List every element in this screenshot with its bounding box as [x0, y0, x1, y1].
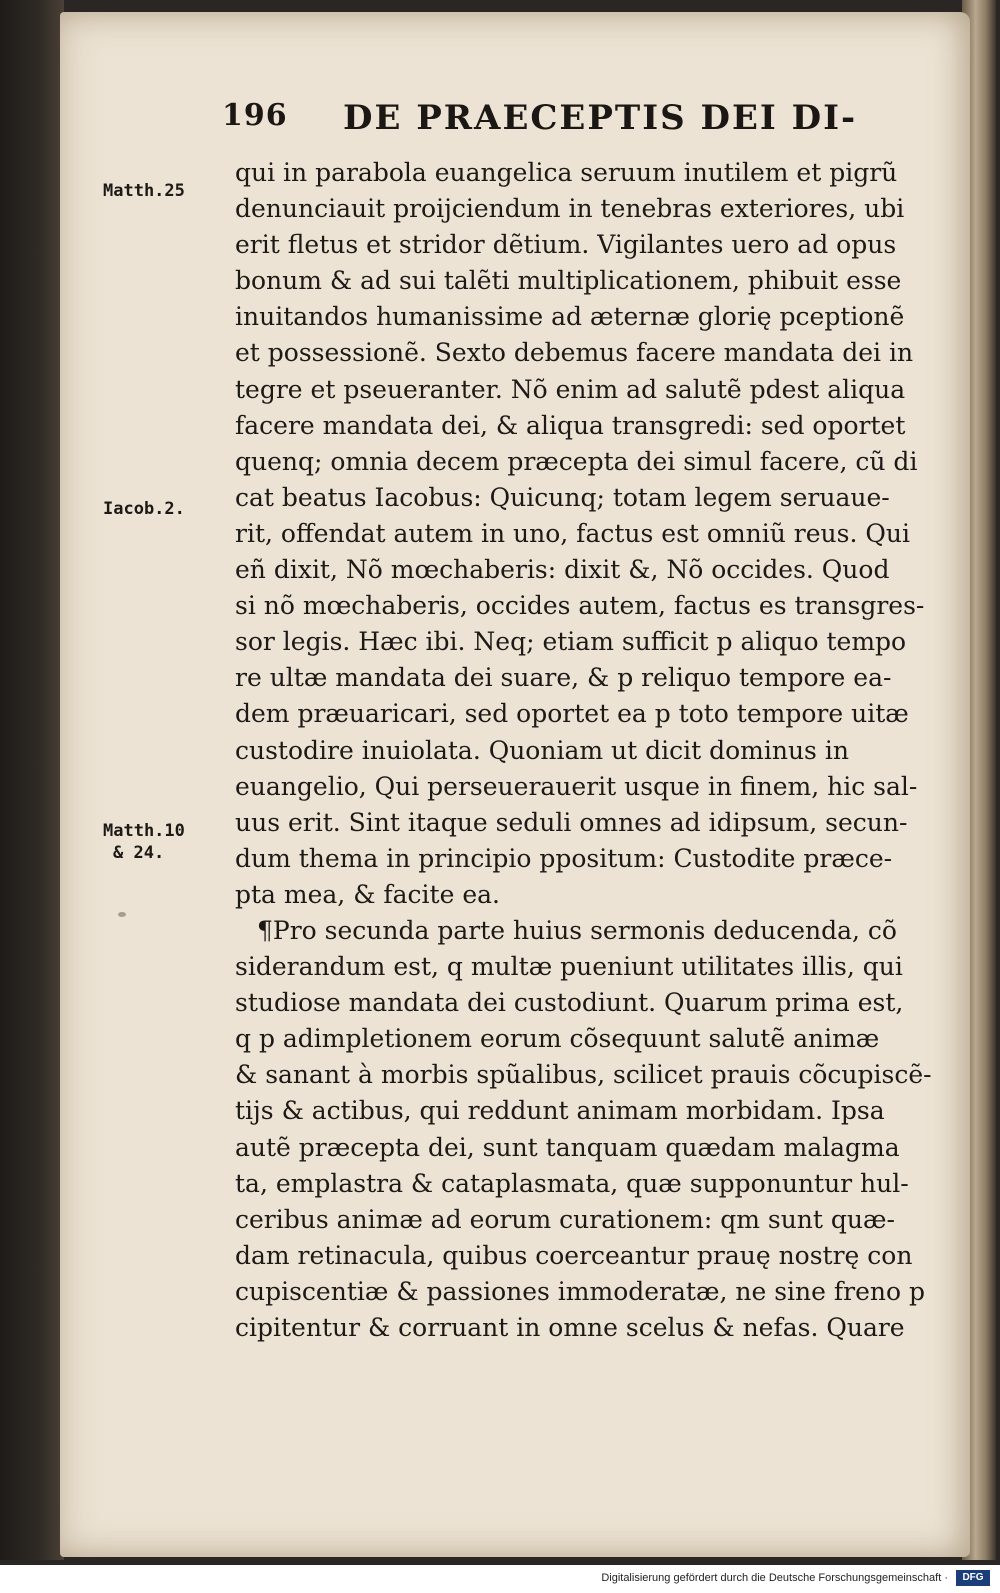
text-line: autẽ præcepta dei, sunt tanquam quædam malagma [235, 1132, 900, 1162]
text-line: bonum & ad sui talẽti multiplicationem, phibuit esse [235, 266, 902, 296]
text-line: dem præuaricari, sed oportet ea p toto tempore uitæ [235, 699, 909, 729]
text-line: cupiscentiæ & passiones immoderatæ, ne sine freno p [235, 1276, 925, 1306]
text-line: siderandum est, q multæ pueniunt utilitates illis, qui [235, 952, 903, 982]
text-line: cat beatus Iacobus: Quicunq; totam legem seruaue- [235, 482, 890, 512]
dfg-logo: DFG [956, 1570, 990, 1586]
body-text [235, 155, 955, 1346]
text-line: quenq; omnia decem præcepta dei simul facere, cũ di [235, 446, 918, 476]
text-line: q p adimpletionem eorum cõsequunt salutẽ animæ [235, 1024, 880, 1054]
text-line: studiose mandata dei custodiunt. Quarum prima est, [235, 988, 904, 1018]
text-line: denunciauit proijciendum in tenebras exteriores, ubi [235, 194, 905, 224]
text-line: tegre et pseueranter. Nõ enim ad salutẽ pdest aliqua [235, 374, 906, 404]
text-line: rit, offendat autem in uno, factus est omniũ reus. Qui [235, 518, 910, 548]
text-line: inuitandos humanissime ad æternæ glorię pceptionẽ [235, 302, 905, 332]
margin-note-matthew-25: Matth.25 [103, 181, 185, 201]
text-line: uus erit. Sint itaque seduli omnes ad idipsum, secun- [235, 807, 908, 837]
book-spine-shadow [0, 0, 64, 1560]
text-line: ta, emplastra & cataplasmata, quæ supponuntur hul- [235, 1168, 909, 1198]
text-line: cipitentur & corruant in omne scelus & nefas. Quare [235, 1313, 905, 1342]
margin-note-james-2: Iacob.2. [103, 499, 185, 519]
text-line: si nõ mœchaberis, occides autem, factus es transgres- [235, 591, 925, 621]
text-line: erit fletus et stridor dẽtium. Vigilantes uero ad opus [235, 230, 897, 260]
text-line: custodire inuiolata. Quoniam ut dicit dominus in [235, 735, 849, 765]
text-line: & sanant à morbis spũalibus, scilicet prauis cõcupiscẽ- [235, 1060, 932, 1090]
text-line: pta mea, & facite ea. [235, 879, 500, 909]
margin-note-line: Matth.10 [103, 821, 185, 841]
ink-smudge [118, 912, 126, 917]
text-line: facere mandata dei, & aliqua transgredi: sed oportet [235, 410, 906, 440]
text-line: dam retinacula, quibus coerceantur prauę nostrę con [235, 1240, 913, 1270]
margin-note-line: & 24. [113, 843, 165, 863]
margin-note-matthew-10 [103, 820, 185, 864]
text-line: euangelio, Qui perseuerauerit usque in finem, hic sal- [235, 771, 918, 801]
text-line: eñ dixit, Nõ mœchaberis: dixit &, Nõ occides. Quod [235, 555, 890, 585]
text-line: sor legis. Hæc ibi. Neq; etiam sufficit p aliquo tempo [235, 627, 907, 657]
text-line: dum thema in principio ppositum: Custodite præce- [235, 843, 893, 873]
text-line: qui in parabola euangelica seruum inutilem et pigrũ [235, 158, 898, 187]
page-header [0, 98, 1000, 148]
text-line: tijs & actibus, qui reddunt animam morbidam. Ipsa [235, 1096, 885, 1126]
paragraph-start-line: ¶Pro secunda parte huius sermonis deducenda, cõ [257, 915, 897, 945]
text-line: ceribus animæ ad eorum curationem: qm sunt quæ- [235, 1204, 895, 1234]
text-line: et possessionẽ. Sexto debemus facere mandata dei in [235, 338, 914, 368]
text-line: re ultæ mandata dei suare, & p reliquo tempore ea- [235, 663, 892, 693]
funding-credit: Digitalisierung gefördert durch die Deutsche Forschungsgemeinschaft · [601, 1572, 948, 1584]
running-title: DE PRAECEPTIS DEI DI- [343, 98, 858, 138]
footer-bar [0, 1565, 1000, 1593]
page-number: 196 [222, 98, 288, 133]
